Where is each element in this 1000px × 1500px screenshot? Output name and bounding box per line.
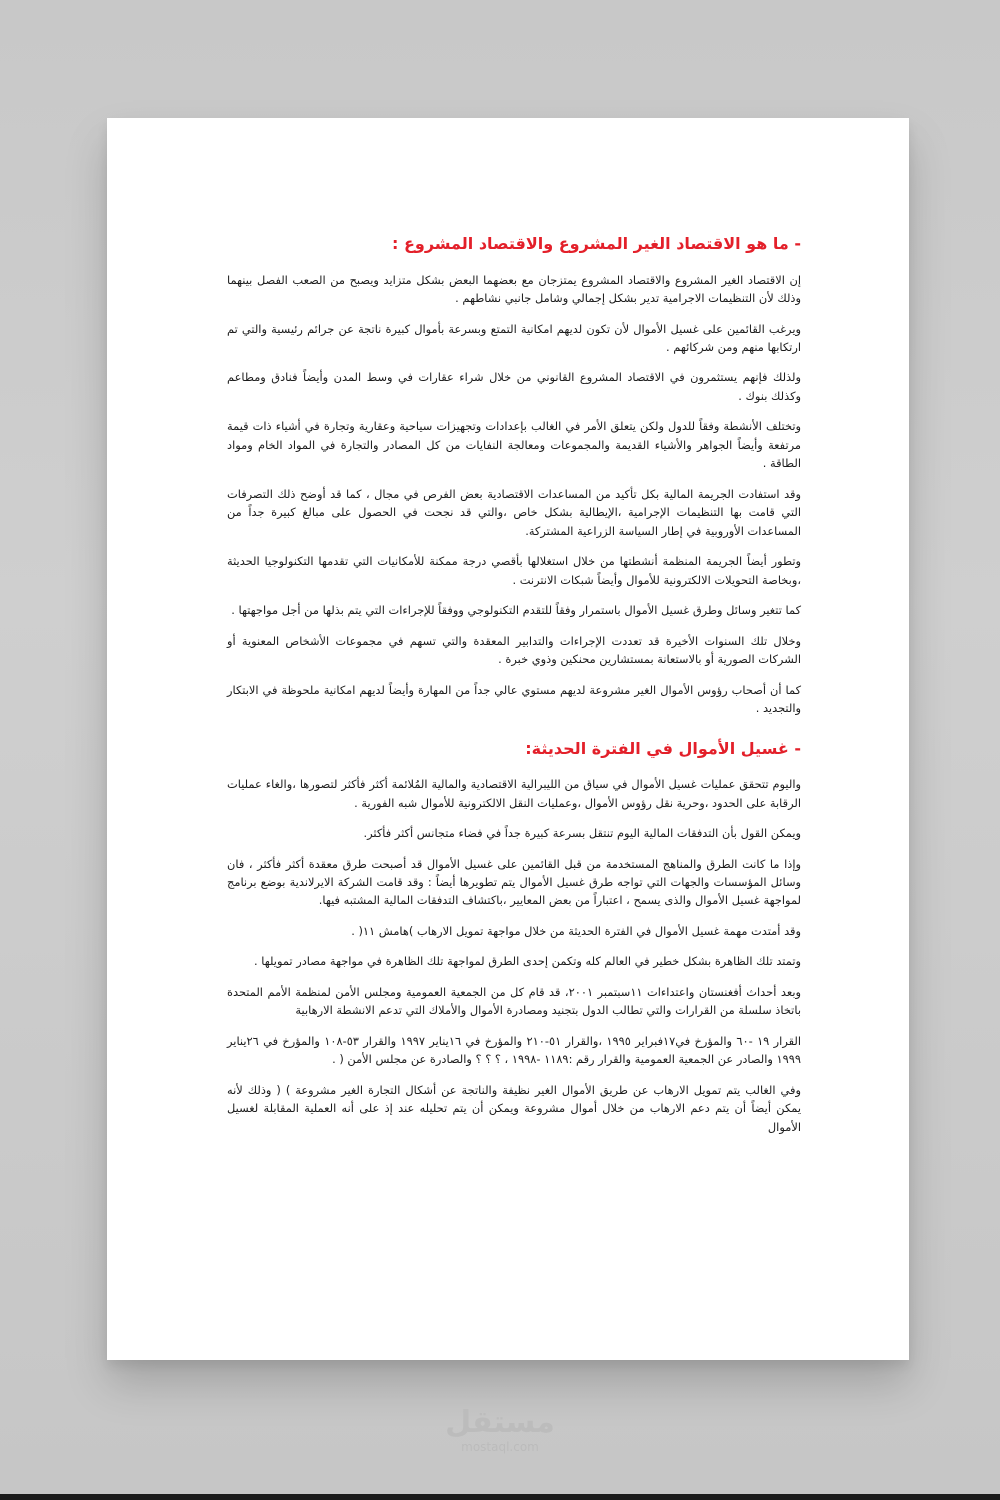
paragraph: كما تتغير وسائل وطرق غسيل الأموال باستمرار وفقاً للتقدم التكنولوجي ووفقاً للإجراءات التي يتم بذلها من أجل مواجهتها . <box>231 603 801 618</box>
watermark-domain: mostaql.com <box>461 1440 539 1454</box>
section-heading-2: - غسيل الأموال في الفترة الحديثة: <box>525 738 801 758</box>
bottom-bar <box>0 1494 1000 1500</box>
paragraph: ولذلك فإنهم يستثمرون في الاقتصاد المشروع القانوني من خلال شراء عقارات في وسط المدن وأيضاً فنادق ومطاعم وكذلك بنوك . <box>227 370 801 403</box>
paragraph: وبعد أحداث أفغنستان واعتداءات ١١سبتمبر ٢٠٠١، قد قام كل من الجمعية العمومية ومجلس الأمن لمنظمة الأمم المتحدة باتخاذ سلسلة من القرارات والتي تطالب الدول بتجنيد ومصادرة الأموال والأملاك التي تدعم الانشطة الارهابية <box>227 984 801 1018</box>
paragraph: وتمتد تلك الظاهرة بشكل خطير في العالم كله وتكمن إحدى الطرق لمواجهة تلك الظاهرة في مواجهة مصادر تمويلها . <box>254 954 801 969</box>
section-heading-1: - ما هو الاقتصاد الغير المشروع والاقتصاد المشروع : <box>391 234 801 253</box>
paragraph: واليوم تتحقق عمليات غسيل الأموال في سياق من الليبرالية الاقتصادية والمالية المُلائمة أكثر فأكثر لتصورها ،والغاء عمليات الرقابة على الحدود ،وحرية نقل رؤوس الأموال ،وعمليات النقل الالكترونية للأموال شبه الفورية . <box>227 777 801 810</box>
paragraph: كما أن أصحاب رؤوس الأموال الغير مشروعة لديهم مستوي عالي جداً من المهارة وأيضاً لديهم امكانية ملحوظة في الابتكار والتجديد . <box>227 682 801 716</box>
paragraph: وإذا ما كانت الطرق والمناهج المستخدمة من قبل القائمين على غسيل الأموال قد أصبحت طرق معقدة أكثر فأكثر ، فان وسائل المؤسسات والجهات التي تواجه طرق غسيل الأموال يتم تطويرها أيضاً : وقد قامت الشركة الايرلاندية بوضع برنامج لمواجهة غسيل الأموال والذى يسمح ، اعتباراً من بعض المعايير ،باكتشاف التدفقات المالية المشتبه فيها. <box>227 856 801 908</box>
watermark-logo: مستقل <box>445 1405 555 1440</box>
paragraph: ويرغب القائمين على غسيل الأموال لأن تكون لديهم امكانية التمتع وبسرعة بأموال كبيرة ناتجة عن جرائم رئيسية والتي تم ارتكابها منهم ومن شركائهم . <box>227 321 801 354</box>
document-page <box>107 118 909 1360</box>
paragraph: وتختلف الأنشطة وفقاً للدول ولكن يتعلق الأمر في الغالب بإعدادات وتجهيزات سياحية وعقارية وتجارة في أشياء ذات قيمة مرتفعة وأيضاً الجواهر والأشياء القديمة والمجموعات ومعالجة النفايات من كل المصادر والتجارة في المواد الخام ومواد الطاقة . <box>227 419 801 471</box>
paragraph: وقد أمتدت مهمة غسيل الأموال في الفترة الحديثة من خلال مواجهة تمويل الارهاب )هامش ١١( . <box>351 923 801 938</box>
paragraph: إن الاقتصاد الغير المشروع والاقتصاد المشروع يمتزجان مع بعضهما البعض بشكل متزايد ويصبح من الصعب الفصل بينهما وذلك لأن التنظيمات الاجرامية تدير بشكل إجمالي وشامل جانبي نشاطهم . <box>227 272 801 306</box>
paragraph: ويمكن القول بأن التدفقات المالية اليوم تنتقل بسرعة كبيرة جداً في فضاء متجانس أكثر فأكثر. <box>363 826 801 841</box>
paragraph: القرار ١٩ -٦٠ والمؤرخ في١٧فبراير ١٩٩٥ ،والقرار ٥١-٢١٠ والمؤرخ في ١٦يناير ١٩٩٧ والقرار ٥٣-١٠٨ والمؤرخ في ٢٦يناير ١٩٩٩ والصادر عن الجمعية العمومية والقرار رقم :١١٨٩ -١٩٩٨ ، ؟ ؟ ؟ والصادرة عن مجلس الأمن ( . <box>227 1033 801 1067</box>
watermark <box>0 1405 1000 1454</box>
paragraph: وخلال تلك السنوات الأخيرة قد تعددت الإجراءات والتدابير المعقدة والتي تسهم في مجموعات الأشخاص المعنوية أو الشركات الصورية أو بالاستعانة بمستشارين محنكين وذوي خبرة . <box>227 633 801 667</box>
paragraph: وفي الغالب يتم تمويل الارهاب عن طريق الأموال الغير نظيفة والناتجة عن أشكال التجارة الغير مشروعة ) ( وذلك لأنه يمكن أيضاً أن يتم دعم الارهاب من خلال أموال مشروعة ويمكن أن يتم تحليله عند إذ على أنه العملية المقابلة لغسيل الأموال <box>227 1082 801 1134</box>
paragraph: وتطور أيضاً الجريمة المنظمة أنشطتها من خلال استغلالها بأقصي درجة ممكنة للأمكانيات التي تقدمها التكنولوجيا الحديثة ،وبخاصة التحويلات الالكترونية للأموال وأيضاً شبكات الانترنت . <box>227 554 801 587</box>
paragraph: وقد استفادت الجريمة المالية بكل تأكيد من المساعدات الاقتصادية بعض الفرص في مجال ، كما قد أوضح ذلك التصرفات التي قامت بها التنظيمات الإجرامية ،الإيطالية بشكل خاص ،والتي قد نجحت في الحصول على مبالغ كبيرة جداً من المساعدات الأوروبية في إطار السياسة الزراعية المشتركة. <box>227 486 801 538</box>
